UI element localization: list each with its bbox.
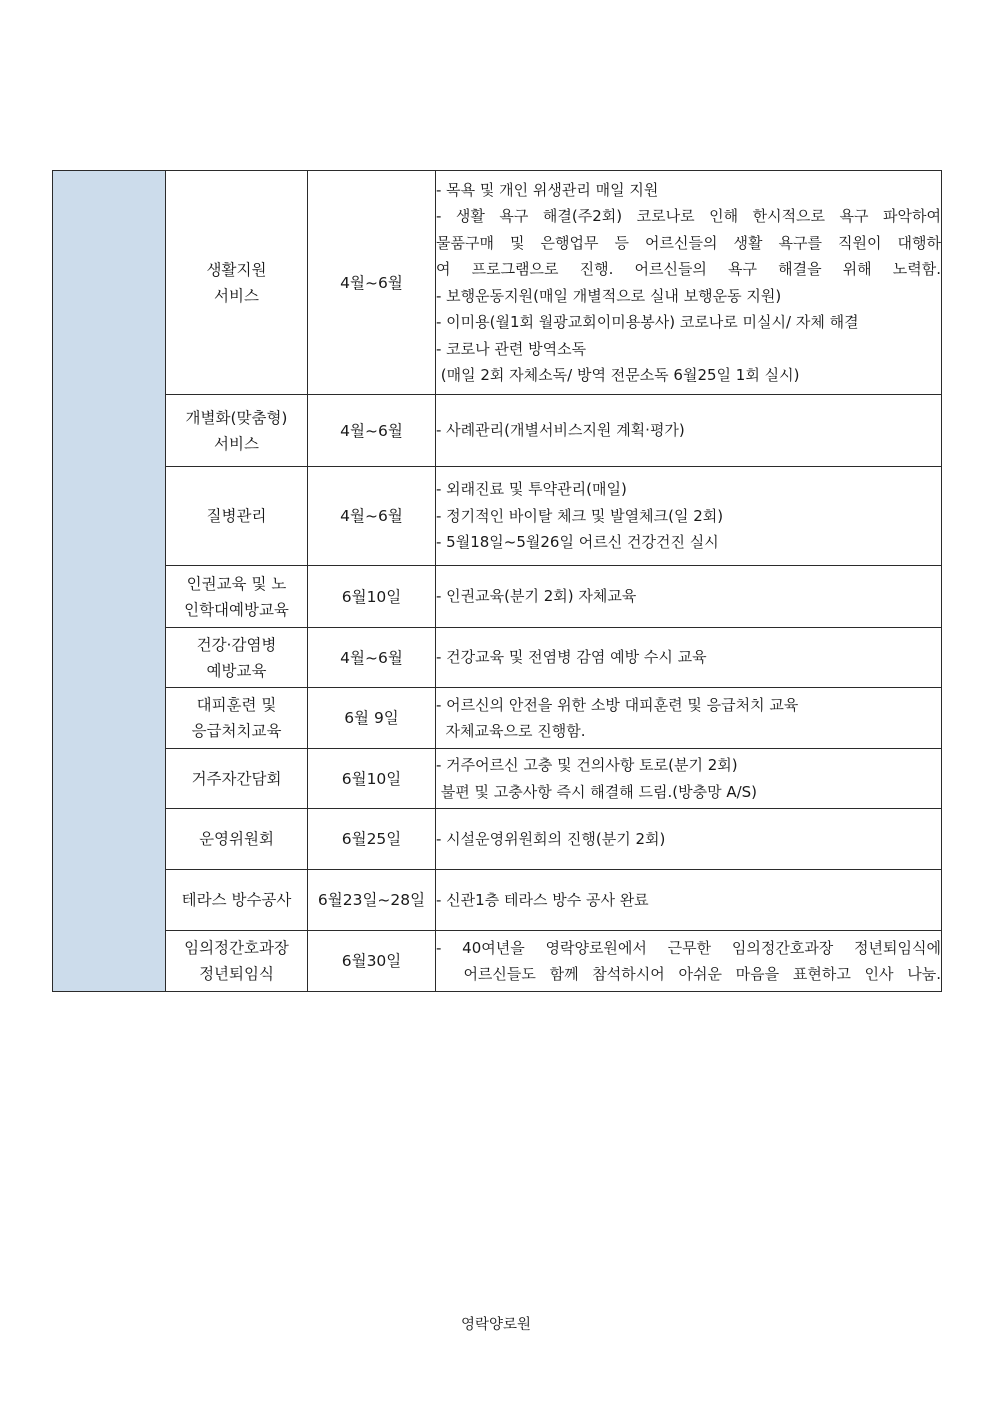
program-period: 4월~6월: [308, 628, 436, 688]
program-name: 질병관리: [166, 467, 308, 566]
program-name: 개별화(맞춤형) 서비스: [166, 395, 308, 467]
program-details: - 40여년을 영락양로원에서 근무한 임의정간호과장 정년퇴임식에 어르신들도 함께 참석하시어 아쉬운 마음을 표현하고 인사 나눔.: [436, 931, 942, 992]
program-name: 생활지원 서비스: [166, 171, 308, 395]
program-name: 인권교육 및 노 인학대예방교육: [166, 566, 308, 628]
program-period: 6월30일: [308, 931, 436, 992]
table-row: [53, 749, 942, 809]
footer-organization-name: 영락양로원: [460, 1317, 532, 1333]
program-details: - 목욕 및 개인 위생관리 매일 지원 - 생활 욕구 해결(주2회) 코로나로 인해 한시적으로 욕구 파악하여 물품구매 및 은행업무 등 어르신들의 생활 욕구를 직원이 대행하 여 프로그램으로 진행. 어르신들의 욕구 해결을 위해 노력함. - 보행운동지원(매일 개별적으로 실내 보행운동 지원) - 이미용(월1회 월광교회이미용봉사) 코로나로 미실시/ 자체 해결 - 코로나 관련 방역소독 (매일 2회 자체소독/ 방역 전문소독 6월25일 1회 실시): [436, 171, 942, 395]
category-column: [53, 171, 166, 992]
program-details: - 거주어르신 고충 및 건의사항 토로(분기 2회) 불편 및 고충사항 즉시 해결해 드림.(방충망 A/S): [436, 749, 942, 809]
table-row: [53, 809, 942, 870]
table-row: [53, 688, 942, 749]
table-row: [53, 870, 942, 931]
program-period: 4월~6월: [308, 171, 436, 395]
program-period: 4월~6월: [308, 467, 436, 566]
program-details: - 시설운영위원회의 진행(분기 2회): [436, 809, 942, 870]
program-name: 거주자간담회: [166, 749, 308, 809]
table-row: [53, 395, 942, 467]
program-period: 6월23일~28일: [308, 870, 436, 931]
table-row: [53, 628, 942, 688]
program-details: - 건강교육 및 전염병 감염 예방 수시 교육: [436, 628, 942, 688]
program-details: - 사례관리(개별서비스지원 계획·평가): [436, 395, 942, 467]
program-name: 임의정간호과장 정년퇴임식: [166, 931, 308, 992]
program-details: - 외래진료 및 투약관리(매일) - 정기적인 바이탈 체크 및 발열체크(일 2회) - 5월18일~5월26일 어르신 건강건진 실시: [436, 467, 942, 566]
program-period: 4월~6월: [308, 395, 436, 467]
table-row: [53, 931, 942, 992]
program-name: 운영위원회: [166, 809, 308, 870]
program-report-table: [52, 170, 942, 992]
program-period: 6월 9일: [308, 688, 436, 749]
program-details: - 어르신의 안전을 위한 소방 대피훈련 및 응급처치 교육 자체교육으로 진행함.: [436, 688, 942, 749]
program-name: 대피훈련 및 응급처치교육: [166, 688, 308, 749]
program-name: 건강·감염병 예방교육: [166, 628, 308, 688]
program-details: - 신관1층 테라스 방수 공사 완료: [436, 870, 942, 931]
program-period: 6월10일: [308, 749, 436, 809]
table-row: [53, 566, 942, 628]
program-name: 테라스 방수공사: [166, 870, 308, 931]
program-period: 6월10일: [308, 566, 436, 628]
table-row: [53, 171, 942, 395]
program-period: 6월25일: [308, 809, 436, 870]
program-details: - 인권교육(분기 2회) 자체교육: [436, 566, 942, 628]
table-row: [53, 467, 942, 566]
